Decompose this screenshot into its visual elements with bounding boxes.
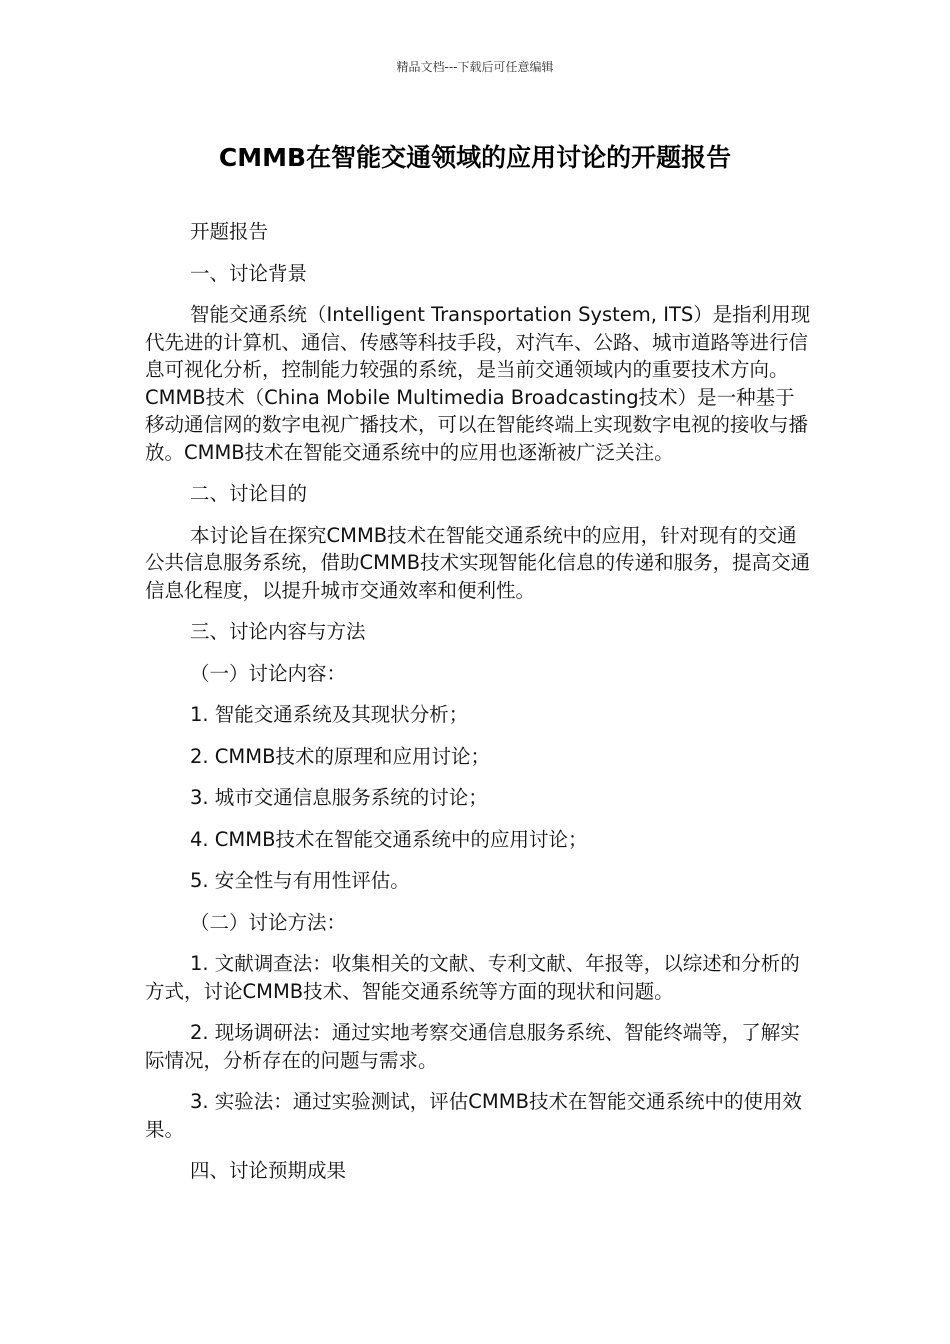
section-heading-background: 一、讨论背景	[190, 261, 308, 285]
section-heading-purpose: 二、讨论目的	[190, 482, 308, 505]
list-item: 5. 安全性与有用性评估。	[190, 869, 410, 892]
subheading-content: （一）讨论内容：	[190, 661, 347, 685]
subheading-method: （二）讨论方法：	[190, 910, 347, 934]
method-item: 3. 实验法：通过实验测试，评估CMMB技术在智能交通系统中的使用效果。	[145, 1090, 802, 1141]
method-item: 2. 现场调研法：通过实地考察交通信息服务系统、智能终端等，了解实际情况，分析存在的问题与需求。	[145, 1021, 800, 1072]
section-heading-content-method: 三、讨论内容与方法	[190, 620, 366, 643]
header-note: 精品文档---下载后可任意编辑	[396, 60, 554, 74]
document-title: CMMB在智能交通领域的应用讨论的开题报告	[218, 143, 732, 172]
paragraph-report-label: 开题报告	[190, 220, 269, 243]
document-body	[145, 218, 813, 1199]
method-item: 1. 文献调查法：收集相关的文献、专利文献、年报等，以综述和分析的方式，讨论CMMB技术、智能交通系统等方面的现状和问题。	[145, 952, 800, 1003]
list-item: 4. CMMB技术在智能交通系统中的应用讨论；	[190, 827, 588, 851]
paragraph-background: 智能交通系统（Intelligent Transportation System, ITS）是指利用现代先进的计算机、通信、传感等科技手段，对汽车、公路、城市道路等进行信息可视化分析，控制能力较强的系统，是当前交通领域内的重要技术方向。CMMB技术（China Mobile Multimedia Broadcasting技术）是一种基于移动通信网的数字电视广播技术，可以在智能终端上实现数字电视的接收与播放。CMMB技术在智能交通系统中的应用也逐渐被广泛关注。	[145, 303, 811, 464]
paragraph-purpose: 本讨论旨在探究CMMB技术在智能交通系统中的应用，针对现有的交通公共信息服务系统，借助CMMB技术实现智能化信息的传递和服务，提高交通信息化程度，以提升城市交通效率和便利性。	[145, 523, 811, 602]
list-item: 2. CMMB技术的原理和应用讨论；	[190, 744, 490, 768]
section-heading-expected-results: 四、讨论预期成果	[190, 1159, 347, 1182]
list-item: 1. 智能交通系统及其现状分析；	[190, 703, 469, 726]
list-item: 3. 城市交通信息服务系统的讨论；	[190, 786, 488, 809]
